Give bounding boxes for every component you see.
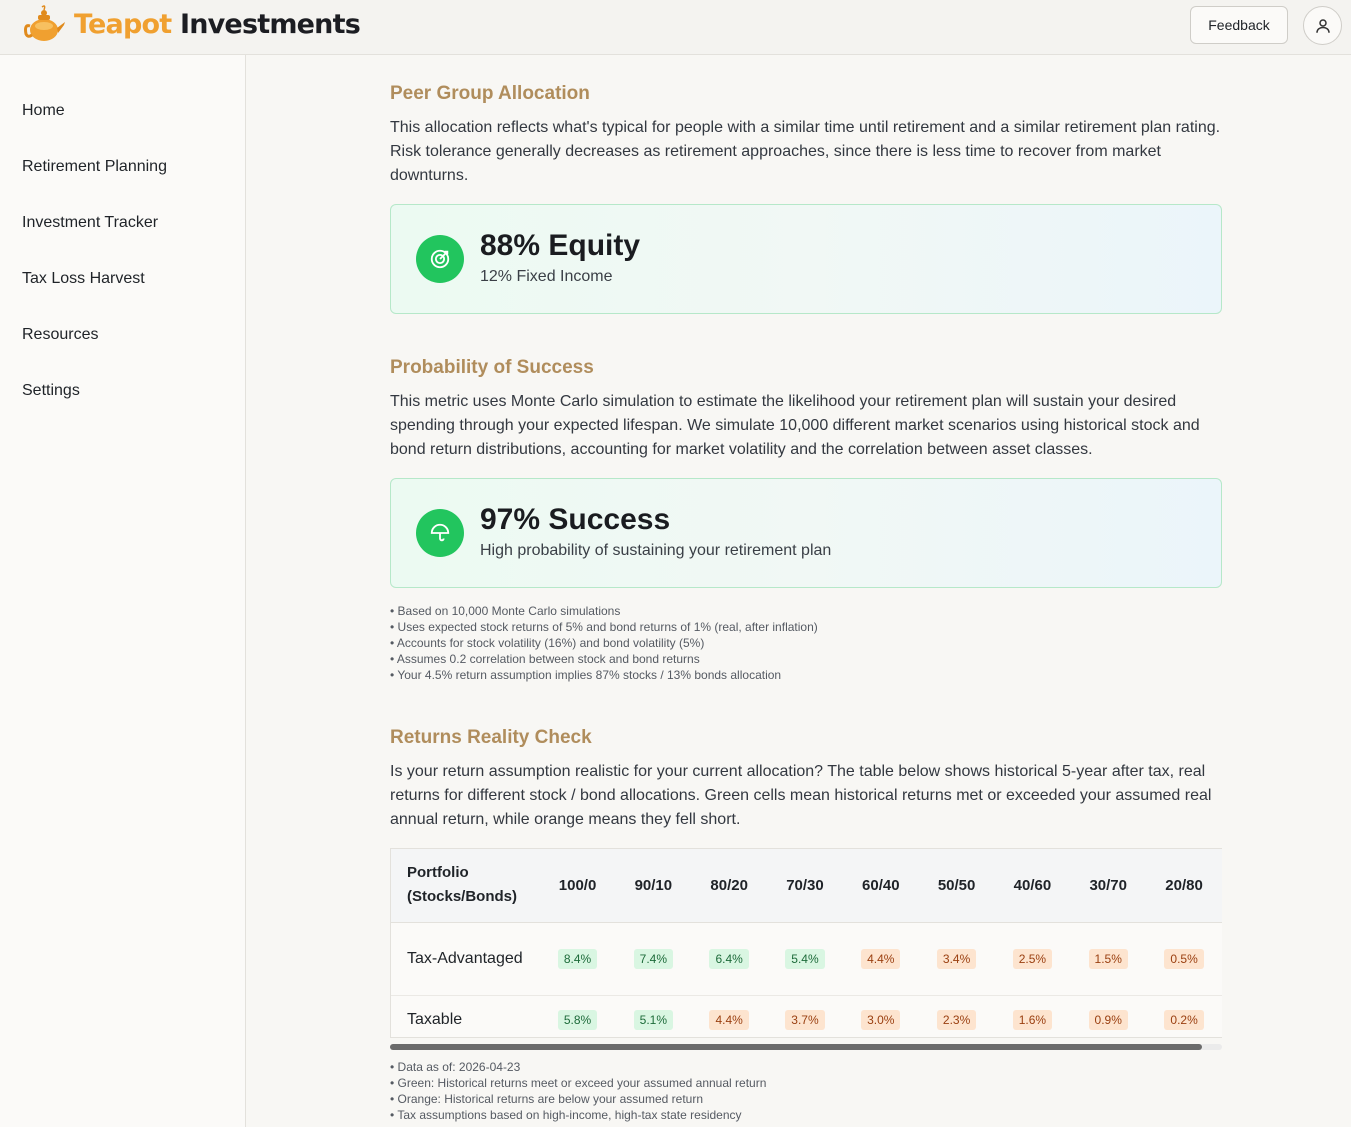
return-cell: 3.4% (937, 949, 976, 969)
table-row (391, 995, 1222, 1038)
target-icon (416, 235, 464, 283)
return-cell: 5.8% (558, 1010, 597, 1030)
table-header-col: 20/80 (1165, 876, 1203, 894)
user-avatar-button[interactable] (1303, 6, 1342, 45)
note-item: • Accounts for stock volatility (16%) and bond volatility (5%) (390, 636, 705, 650)
returns-notes (390, 1059, 766, 1123)
return-cell: 0.2% (1164, 1010, 1203, 1030)
returns-table-container[interactable] (390, 848, 1222, 1038)
return-cell: 4.4% (861, 949, 900, 969)
note-item: • Assumes 0.2 correlation between stock and bond returns (390, 652, 700, 666)
return-cell: 1.6% (1013, 1010, 1052, 1030)
table-header-portfolio: Portfolio (Stocks/Bonds) (407, 864, 518, 906)
return-cell: 3.7% (785, 1010, 824, 1030)
return-cell: 5.1% (634, 1010, 673, 1030)
sidebar-item-settings[interactable]: Settings (22, 382, 80, 399)
feedback-button[interactable]: Feedback (1190, 6, 1288, 44)
sidebar-item-home[interactable]: Home (22, 102, 65, 119)
return-cell: 0.5% (1164, 949, 1203, 969)
return-cell: 2.3% (937, 1010, 976, 1030)
row-label-tax-advantaged: Tax-Advantaged (407, 949, 523, 967)
peer-group-description: This allocation reflects what's typical for people with a similar time until retirement and a similar retirement plan rating. Risk tolerance generally decreases as retirement approaches, since there is less time to recover from market downturns. (390, 119, 1221, 184)
row-label-taxable: Taxable (407, 1011, 463, 1029)
return-cell: 3.0% (861, 1010, 900, 1030)
table-horizontal-scrollbar[interactable] (390, 1044, 1222, 1050)
logo[interactable] (24, 4, 360, 44)
return-cell: 8.4% (558, 949, 597, 969)
note-item: • Based on 10,000 Monte Carlo simulations (390, 604, 621, 618)
return-cell: 1.5% (1089, 949, 1128, 969)
peer-group-card (390, 204, 1222, 314)
returns-table (391, 849, 1222, 1038)
success-subline: High probability of sustaining your retirement plan (480, 542, 832, 559)
note-item: • Data as of: 2026-04-23 (390, 1060, 521, 1074)
peer-group-title: Peer Group Allocation (390, 83, 590, 104)
sidebar-item-resources[interactable]: Resources (22, 326, 99, 343)
table-header-row (391, 849, 1222, 922)
table-header-col: 40/60 (1013, 876, 1052, 894)
note-item: • Uses expected stock returns of 5% and bond returns of 1% (real, after inflation) (390, 620, 818, 634)
top-bar (0, 0, 1351, 55)
probability-description: This metric uses Monte Carlo simulation to estimate the likelihood your retirement plan will sustain your desired spending through your expected lifespan. We simulate 10,000 different market scenarios using historical stock and bond return distributions, accounting for market volatility and the correlation between asset classes. (390, 393, 1200, 458)
return-cell: 4.4% (709, 1010, 748, 1030)
table-header-col: 30/70 (1089, 876, 1127, 894)
note-item: • Orange: Historical returns are below your assumed return (390, 1092, 704, 1106)
user-icon (1314, 17, 1332, 35)
sidebar-item-tax-loss-harvest[interactable]: Tax Loss Harvest (22, 270, 145, 287)
sidebar (0, 55, 246, 1127)
sidebar-item-investment-tracker[interactable]: Investment Tracker (22, 214, 159, 231)
table-header-col: 70/30 (786, 876, 824, 894)
returns-title: Returns Reality Check (390, 727, 592, 748)
equity-headline: 88% Equity (480, 229, 641, 262)
sidebar-item-retirement-planning[interactable]: Retirement Planning (22, 158, 167, 175)
note-item: • Tax assumptions based on high-income, high-tax state residency (390, 1108, 742, 1122)
return-cell: 6.4% (709, 949, 748, 969)
simulation-notes (390, 603, 818, 683)
note-item: • Green: Historical returns meet or exceed your assumed annual return (390, 1076, 767, 1090)
return-cell: 5.4% (785, 949, 824, 969)
probability-card (390, 478, 1222, 588)
table-row (391, 922, 1222, 995)
probability-title: Probability of Success (390, 357, 594, 378)
return-cell: 0.9% (1089, 1010, 1128, 1030)
note-item: • Your 4.5% return assumption implies 87% stocks / 13% bonds allocation (390, 668, 782, 682)
return-cell: 2.5% (1013, 949, 1052, 969)
scrollbar-thumb[interactable] (390, 1044, 1202, 1050)
return-cell: 7.4% (634, 949, 673, 969)
fixed-income-subline: 12% Fixed Income (480, 268, 613, 285)
table-header-col: 50/50 (937, 876, 976, 894)
table-header-col: 100/0 (558, 876, 597, 894)
success-headline: 97% Success (480, 503, 671, 536)
table-header-col: 80/20 (710, 876, 748, 894)
table-header-col: 60/40 (862, 876, 900, 894)
brand-name: Teapot Investments (74, 8, 360, 40)
returns-description: Is your return assumption realistic for your current allocation? The table below shows historical 5-year after tax, real returns for different stock / bond allocations. Green cells mean historical returns met or exceeded your assumed real annual return, while orange means they fell short. (390, 763, 1212, 828)
table-header-col: 90/10 (634, 876, 673, 894)
teapot-icon (24, 4, 66, 44)
umbrella-icon (416, 509, 464, 557)
